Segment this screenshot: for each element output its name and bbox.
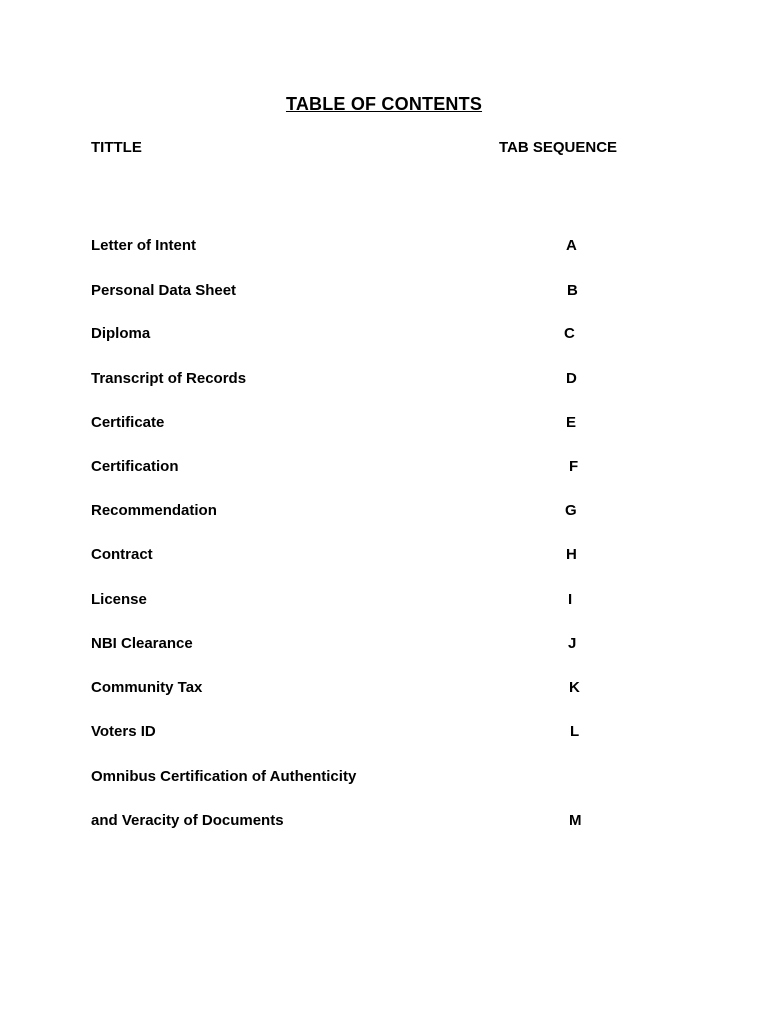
entry-title: License bbox=[91, 591, 147, 608]
entry-tab: F bbox=[569, 458, 579, 475]
entry-tab: M bbox=[569, 812, 582, 829]
entry-tab: G bbox=[565, 502, 577, 519]
entry-title: NBI Clearance bbox=[91, 635, 193, 652]
entry-title: Contract bbox=[91, 546, 153, 563]
list-item bbox=[0, 237, 768, 259]
entry-tab: K bbox=[569, 679, 580, 696]
entry-title: and Veracity of Documents bbox=[91, 812, 284, 829]
entry-tab: H bbox=[566, 546, 577, 563]
entry-tab: L bbox=[570, 723, 580, 740]
entry-title: Transcript of Records bbox=[91, 370, 247, 387]
list-item bbox=[0, 591, 768, 613]
list-item bbox=[0, 370, 768, 392]
entry-title: Certificate bbox=[91, 414, 165, 431]
list-item bbox=[0, 502, 768, 524]
column-header-title: TITTLE bbox=[91, 139, 142, 156]
entry-title: Community Tax bbox=[91, 679, 203, 696]
entry-tab: C bbox=[564, 325, 575, 342]
entry-tab: E bbox=[566, 414, 577, 431]
column-header-tab-sequence: TAB SEQUENCE bbox=[499, 139, 618, 156]
list-item bbox=[0, 768, 768, 790]
entry-tab: J bbox=[568, 635, 577, 652]
list-item bbox=[0, 325, 768, 347]
entry-title: Recommendation bbox=[91, 502, 217, 519]
list-item bbox=[0, 723, 768, 745]
entry-title: Voters ID bbox=[91, 723, 156, 740]
list-item bbox=[0, 414, 768, 436]
list-item bbox=[0, 635, 768, 657]
list-item bbox=[0, 546, 768, 568]
entry-tab: D bbox=[566, 370, 577, 387]
list-item bbox=[0, 812, 768, 834]
list-item bbox=[0, 282, 768, 304]
entry-title: Letter of Intent bbox=[91, 237, 196, 254]
entry-tab: A bbox=[566, 237, 577, 254]
entry-tab: I bbox=[568, 591, 573, 608]
list-item bbox=[0, 679, 768, 701]
entry-title: Diploma bbox=[91, 325, 151, 342]
entry-title: Personal Data Sheet bbox=[91, 282, 237, 299]
entry-title: Certification bbox=[91, 458, 179, 475]
document-title: TABLE OF CONTENTS bbox=[285, 94, 483, 114]
entry-title: Omnibus Certification of Authenticity bbox=[91, 768, 357, 785]
entry-tab: B bbox=[567, 282, 578, 299]
list-item bbox=[0, 458, 768, 480]
